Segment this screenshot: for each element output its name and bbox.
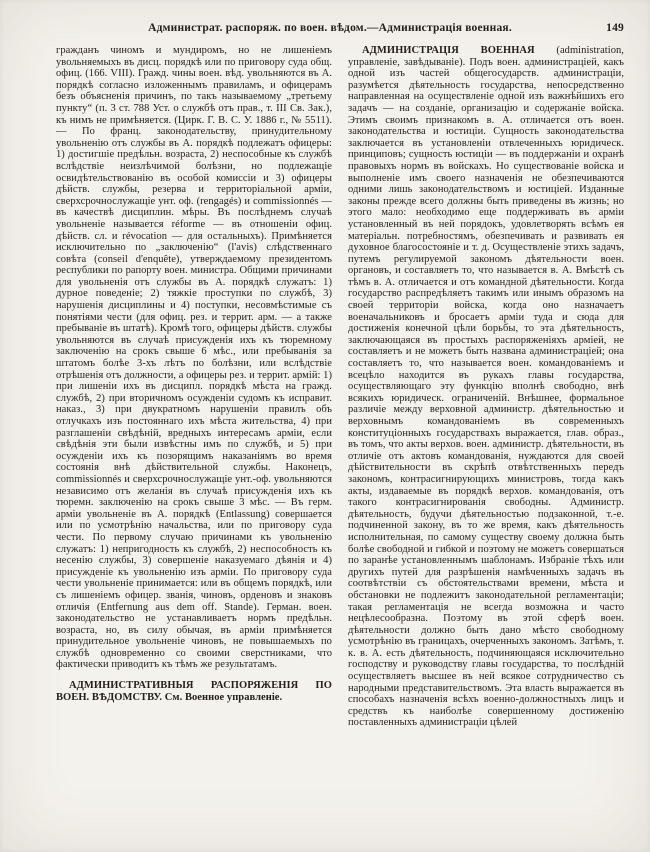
article-cross-reference: См. Военное управленіе. bbox=[164, 691, 283, 703]
right-column bbox=[348, 45, 624, 840]
article-title: АДМИНИСТРАЦІЯ ВОЕННАЯ bbox=[362, 45, 535, 56]
right-column-body: (administration, управленіе, завѣдываніе). Подъ воен. администраціей, какъ одной изъ частей общегосударств. администраціи, разумѣется дѣятельность государства, непосредственно направленная на осуществленіе одной изъ важнѣйшихъ его задачъ — на созданіе, организацію и содержаніе войска. Этимъ своимъ признакомъ в. А. отличается отъ воен. законодательства и юстиціи. Сущность законодательства заключается въ установленіи отвлеченныхъ юридическ. принциповъ; сущность юстиціи — въ поддержаніи и охранѣ правовыхъ нормъ въ войскахъ. Но существованіе войска и выполненіе имъ своего назначенія не обезпечиваются одними лишь законодательствомъ и юстиціей. Изданные законы прежде всего должны быть приведены въ жизнь; но этого мало: необходимо еще поддерживать въ арміи установленный въ ней порядокъ, удовлетворять всѣмъ ея матеріальн. потребностямъ, обезпечивать и развивать ея духовное благосостояніе и т. д. Осуществленіе этихъ задачъ, путемъ регулируемой закономъ дѣятельности воен. органовъ, и составляетъ то, что называется в. А. Вмѣстѣ съ тѣмъ в. А. отличается и отъ командной дѣятельности. Когда государство распредѣляетъ такимъ или инымъ образомъ на своей территоріи войска, когда оно назначаетъ военачальниковъ и бросаетъ арміи туда и сюда для достиженія конечной цѣли борьбы, то эта дѣятельность, заключающаяся въ простыхъ распоряженіяхъ арміей, не составляетъ и не можетъ быть названа администраціей; она составляетъ то, что называется воен. командованіемъ и всецѣло находится въ рукахъ главы государства, осуществляющаго эту функцію вполнѣ свободно, внѣ всякихъ юридическ. ограниченій. Внѣшнее, формальное различіе между верховной администр. дѣятельностью и верховнымъ командованіемъ въ современныхъ конституціонныхъ государствахъ выражается, глав. образ., въ томъ, что акты верхов. воен. администр. дѣятельности, въ отличіе отъ актовъ командованія, нуждаются для своей дѣйствительности въ скрѣпѣ отвѣтственныхъ передъ закономъ, контрасигнирующихъ министровъ, тогда какъ акты, издаваемые въ порядкѣ верхов. командованія, отъ такого контрасигнированія свободны. Администр. дѣятельность, будучи дѣятельностью подзаконной, т.-е. подчиненной закону, въ то же время, какъ дѣятельность исполнительная, по самому существу своему должна быть болѣе свободной и гибкой и поэтому не можетъ совершаться по заранѣе установленнымъ шаблонамъ. Избраніе тѣхъ или другихъ путей для разрѣшенія намѣченныхъ задачъ въ соотвѣтствіи съ обстоятельствами времени, мѣста и обстановки не подлежитъ законодательной регламентаціи; такая регламентація не всегда возможна и часто нецѣлесообразна. Поэтому въ этой сферѣ воен. дѣятельности должно быть дано мѣсто свободному усмотрѣнію въ границахъ, очерченныхъ закономъ. Затѣмъ, т. к. в. А. есть дѣятельность, подчиняющаяся исключительно господству и руководству главы государства, то послѣдній осуществляетъ высшее въ ней всякое сотрудничество съ народными представительствомъ. Эта власть выражается въ способахъ назначенія всѣхъ военно-должностныхъ лицъ и средствъ къ наиболѣе совершенному достиженію поставленныхъ администраціи цѣлей bbox=[348, 45, 624, 729]
page-header bbox=[56, 22, 624, 38]
text-columns bbox=[56, 45, 624, 840]
article-administratsiya-voennaya bbox=[348, 45, 624, 729]
left-column-body: гражданъ чиномъ и мундиромъ, но не лишеніемъ увольняемыхъ въ дисц. порядкѣ или по приговору суда общ. офиц. (166. VIII). Гражд. чины воен. вѣд. увольняются въ А. порядкѣ согласно изложеннымъ правиламъ, и офицерамъ безъ объясненія причинъ, по такъ называемому „третьему пункту“ (п. 3 ст. 788 Уст. о службѣ отъ прав., т. III Св. Зак.), къ нимъ не примѣняется. (Цирк. Г. В. С. У. 1886 г., № 5511). — По франц. законодательству, принудительному увольненію отъ службы въ А. порядкѣ подлежатъ офицеры: 1) достигшіе предѣльн. возраста, 2) неспособные къ службѣ вслѣдствіе неизлѣчимой болѣзни, но подлежащіе освидѣтельствованію въ особой комиссіи и 3) офицеры дѣйств. службы, резерва и территоріальной арміи, сверхсрочнослужащіе унт. оф. (rengagés) и commissionnés — въ качествѣ дисциплин. мѣры. Въ послѣднемъ случаѣ увольненіе называется réforme — въ отношеніи офиц. дѣйств. сл. и révocation — для остальныхъ). Примѣняется исключительно по „заключенію“ (l'avis) слѣдственнаго совѣта (conseil d'enquête), утверждаемому президентомъ республики по рапорту воен. министра. Общими причинами для увольненія отъ службы въ А. порядкѣ служатъ: 1) дурное поведеніе; 2) тяжкіе проступки по службѣ, 3) нарушенія дисциплины и 4) поступки, несовмѣстимые съ понятіями чести (для офиц. рез. и террит. арм. — а также пребываніе въ штатѣ). Кромѣ того, офицеры дѣйств. службы увольняются въ случаѣ присужденія ихъ къ тюремному заключенію на срокъ свыше 6 мѣс., или пребыванія за штатомъ болѣе 3-хъ лѣтъ по болѣзни, или вслѣдствіе отрѣшенія отъ должности, а офицеры рез. и террит. армій: 1) при лишеніи ихъ въ дисципл. порядкѣ мѣста на гражд. службѣ, 2) при вторичномъ осужденіи судомъ къ исправит. наказ., 3) при двукратномъ нарушеніи правилъ объ отлучкахъ изъ постояннаго ихъ мѣста жительства, 4) при разглашеніи свѣдѣній, вредныхъ интересамъ арміи, если свѣдѣнія эти были извѣстны имъ по службѣ, и 5) при осужденіи ихъ къ позорящимъ наказаніямъ во время состоянія внѣ дѣйствительной службы. Наконецъ, commissionnés и сверхсрочнослужащіе унт.-оф. увольняются независимо отъ желанія въ случаѣ присужденія ихъ къ тюремн. заключенію на срокъ свыше 3 мѣс. — Въ герм. арміи увольненіе въ А. порядкѣ (Entlassung) совершается или по усмотрѣнію начальства, или по приговору суда чести. По первому случаю причинами къ увольненію служатъ: 1) непригодность къ службѣ, 2) неспособность къ несенію службы, 3) совершеніе наказуемаго дѣянія и 4) присужденіе къ увольненію изъ арміи. По приговору суда чести увольненіе принимается: или въ общемъ порядкѣ, или съ лишеніемъ офицер. званія, чиновъ, орденовъ и знаковъ отличія (Entfernung aus dem off. Stande). Герман. воен. законодательство не устанавливаетъ нормъ предѣльн. возраста, но, въ силу обычая, въ арміи примѣняется принудительное увольненіе чиновъ, не повышаемыхъ по службѣ одновременно со своими сверстниками, что фактически приводитъ къ тѣмъ же результатамъ. bbox=[56, 45, 332, 671]
left-column bbox=[56, 45, 332, 840]
running-title: Администрат. распоряж. по воен. вѣдом.—Администрація военная. bbox=[148, 22, 512, 34]
page-number: 149 bbox=[606, 22, 624, 34]
article-heading-block bbox=[56, 680, 332, 703]
article-heading-admin-rasporyazheniya: АДМИНИСТРАТИВНЫЯ РАСПОРЯЖЕНІЯ ПО ВОЕН. ВѢДОМСТВУ. bbox=[56, 680, 332, 703]
